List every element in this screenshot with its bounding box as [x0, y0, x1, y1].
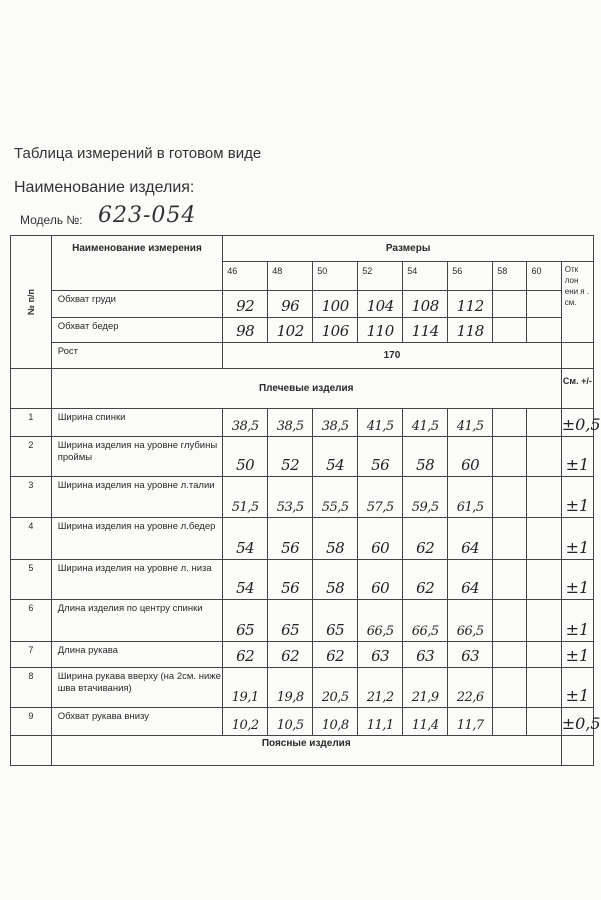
sizes-header: Размеры [223, 236, 594, 262]
col-name-header: Наименование измерения [51, 236, 222, 291]
empty-cell [527, 708, 561, 736]
value-cell: 54 [313, 437, 358, 477]
table-row [11, 518, 594, 560]
value-cell: 10,8 [313, 708, 358, 736]
value-cell: 38,5 [268, 409, 313, 437]
value-cell: 52 [268, 437, 313, 477]
tolerance-value: ±1 [561, 668, 593, 708]
value-cell: 64 [448, 518, 493, 560]
value-cell: 66,5 [448, 600, 493, 642]
empty-cell [493, 600, 527, 642]
value-cell: 41,5 [403, 409, 448, 437]
value-cell: 54 [223, 560, 268, 600]
empty-cell [493, 437, 527, 477]
value-cell: 54 [223, 518, 268, 560]
value-cell: 11,1 [358, 708, 403, 736]
value-cell: 102 [268, 318, 313, 343]
table-row [11, 437, 594, 477]
rost-value: 170 [223, 343, 562, 369]
row-number: 1 [11, 409, 52, 437]
table-row [11, 668, 594, 708]
empty-cell [527, 477, 561, 518]
value-cell: 50 [223, 437, 268, 477]
value-cell: 19,1 [223, 668, 268, 708]
empty-cell [11, 736, 52, 766]
size-48: 48 [268, 262, 313, 291]
table-row [11, 708, 594, 736]
size-60: 60 [527, 262, 561, 291]
value-cell: 63 [448, 642, 493, 668]
tolerance-value: ±1 [561, 600, 593, 642]
measurement-label: Длина рукава [51, 642, 222, 668]
row-number: 3 [11, 477, 52, 518]
value-cell: 19,8 [268, 668, 313, 708]
value-cell: 62 [403, 560, 448, 600]
tolerance-value: ±1 [561, 518, 593, 560]
empty-cell [527, 600, 561, 642]
size-50: 50 [313, 262, 358, 291]
tolerance-value: ±1 [561, 642, 593, 668]
value-cell: 100 [313, 291, 358, 318]
value-cell: 110 [358, 318, 403, 343]
table-row [11, 318, 594, 343]
empty-cell [493, 668, 527, 708]
empty-cell [527, 291, 561, 318]
value-cell: 20,5 [313, 668, 358, 708]
section-row [11, 369, 594, 409]
empty-cell [493, 318, 527, 343]
row-number: 8 [11, 668, 52, 708]
size-52: 52 [358, 262, 403, 291]
tolerance-header: Отк лон ени я . см. [561, 262, 593, 343]
value-cell: 11,7 [448, 708, 493, 736]
value-cell: 65 [313, 600, 358, 642]
empty-cell [527, 518, 561, 560]
section-tolerance: См. +/- [561, 369, 593, 409]
tolerance-value: ±1 [561, 560, 593, 600]
value-cell: 59,5 [403, 477, 448, 518]
value-cell: 21,2 [358, 668, 403, 708]
empty-cell [493, 291, 527, 318]
value-cell: 66,5 [358, 600, 403, 642]
value-cell: 63 [403, 642, 448, 668]
value-cell: 65 [223, 600, 268, 642]
empty-cell [561, 343, 593, 369]
empty-cell [493, 409, 527, 437]
table-row [11, 409, 594, 437]
measurement-label: Ширина изделия на уровне л.талии [51, 477, 222, 518]
measurement-label: Ширина изделия на уровне л.бедер [51, 518, 222, 560]
table-row [11, 560, 594, 600]
measurement-label: Ширина изделия на уровне л. низа [51, 560, 222, 600]
value-cell: 41,5 [358, 409, 403, 437]
value-cell: 56 [358, 437, 403, 477]
model-label: Модель №: [20, 213, 83, 227]
table-row [11, 600, 594, 642]
measurement-label: Ширина спинки [51, 409, 222, 437]
value-cell: 114 [403, 318, 448, 343]
value-cell: 38,5 [313, 409, 358, 437]
section-shoulder: Плечевые изделия [51, 369, 561, 409]
empty-cell [493, 518, 527, 560]
value-cell: 66,5 [403, 600, 448, 642]
value-cell: 104 [358, 291, 403, 318]
measurement-table-wrap [10, 235, 601, 758]
value-cell: 21,9 [403, 668, 448, 708]
tolerance-value: ±0,5 [561, 409, 593, 437]
empty-cell [493, 642, 527, 668]
col-no-label: № п/п [25, 289, 36, 315]
value-cell: 62 [403, 518, 448, 560]
value-cell: 65 [268, 600, 313, 642]
empty-cell [527, 318, 561, 343]
value-cell: 62 [268, 642, 313, 668]
tolerance-value: ±1 [561, 477, 593, 518]
measurement-label: Обхват бедер [51, 318, 222, 343]
value-cell: 41,5 [448, 409, 493, 437]
measurement-label: Ширина изделия на уровне глубины проймы [51, 437, 222, 477]
size-54: 54 [403, 262, 448, 291]
value-cell: 63 [358, 642, 403, 668]
table-row [11, 343, 594, 369]
value-cell: 61,5 [448, 477, 493, 518]
row-number: 9 [11, 708, 52, 736]
value-cell: 57,5 [358, 477, 403, 518]
value-cell: 38,5 [223, 409, 268, 437]
document-title: Таблица измерений в готовом виде [14, 145, 262, 162]
value-cell: 53,5 [268, 477, 313, 518]
value-cell: 62 [313, 642, 358, 668]
value-cell: 64 [448, 560, 493, 600]
empty-cell [561, 736, 593, 766]
row-number: 7 [11, 642, 52, 668]
empty-cell [527, 437, 561, 477]
table-row [11, 642, 594, 668]
value-cell: 22,6 [448, 668, 493, 708]
value-cell: 60 [448, 437, 493, 477]
value-cell: 118 [448, 318, 493, 343]
rost-label: Рост [51, 343, 222, 369]
row-number: 5 [11, 560, 52, 600]
empty-cell [527, 409, 561, 437]
value-cell: 58 [313, 518, 358, 560]
measurement-label: Ширина рукава вверху (на 2см. ниже шва втачивания) [51, 668, 222, 708]
empty-cell [493, 477, 527, 518]
value-cell: 56 [268, 560, 313, 600]
table-row [11, 477, 594, 518]
empty-cell [527, 560, 561, 600]
value-cell: 108 [403, 291, 448, 318]
size-58: 58 [493, 262, 527, 291]
value-cell: 62 [223, 642, 268, 668]
measurement-label: Обхват рукава внизу [51, 708, 222, 736]
value-cell: 60 [358, 518, 403, 560]
value-cell: 92 [223, 291, 268, 318]
tolerance-value: ±1 [561, 437, 593, 477]
value-cell: 11,4 [403, 708, 448, 736]
size-46: 46 [223, 262, 268, 291]
section-waist: Поясные изделия [51, 736, 561, 766]
table-row [11, 291, 594, 318]
empty-cell [493, 560, 527, 600]
value-cell: 10,2 [223, 708, 268, 736]
empty-cell [527, 668, 561, 708]
empty-cell [11, 369, 52, 409]
value-cell: 96 [268, 291, 313, 318]
model-number: 623-054 [98, 203, 197, 228]
row-number: 2 [11, 437, 52, 477]
section-row [11, 736, 594, 766]
value-cell: 112 [448, 291, 493, 318]
value-cell: 58 [313, 560, 358, 600]
row-number: 6 [11, 600, 52, 642]
value-cell: 56 [268, 518, 313, 560]
tolerance-value: ±0,5 [561, 708, 593, 736]
col-no-header [11, 236, 52, 369]
empty-cell [527, 642, 561, 668]
value-cell: 106 [313, 318, 358, 343]
measurement-table [10, 235, 601, 766]
value-cell: 60 [358, 560, 403, 600]
value-cell: 58 [403, 437, 448, 477]
size-56: 56 [448, 262, 493, 291]
product-name-label: Наименование изделия: [14, 179, 195, 196]
value-cell: 98 [223, 318, 268, 343]
value-cell: 51,5 [223, 477, 268, 518]
row-number: 4 [11, 518, 52, 560]
measurement-label: Обхват груди [51, 291, 222, 318]
value-cell: 55,5 [313, 477, 358, 518]
empty-cell [493, 708, 527, 736]
value-cell: 10,5 [268, 708, 313, 736]
measurement-label: Длина изделия по центру спинки [51, 600, 222, 642]
